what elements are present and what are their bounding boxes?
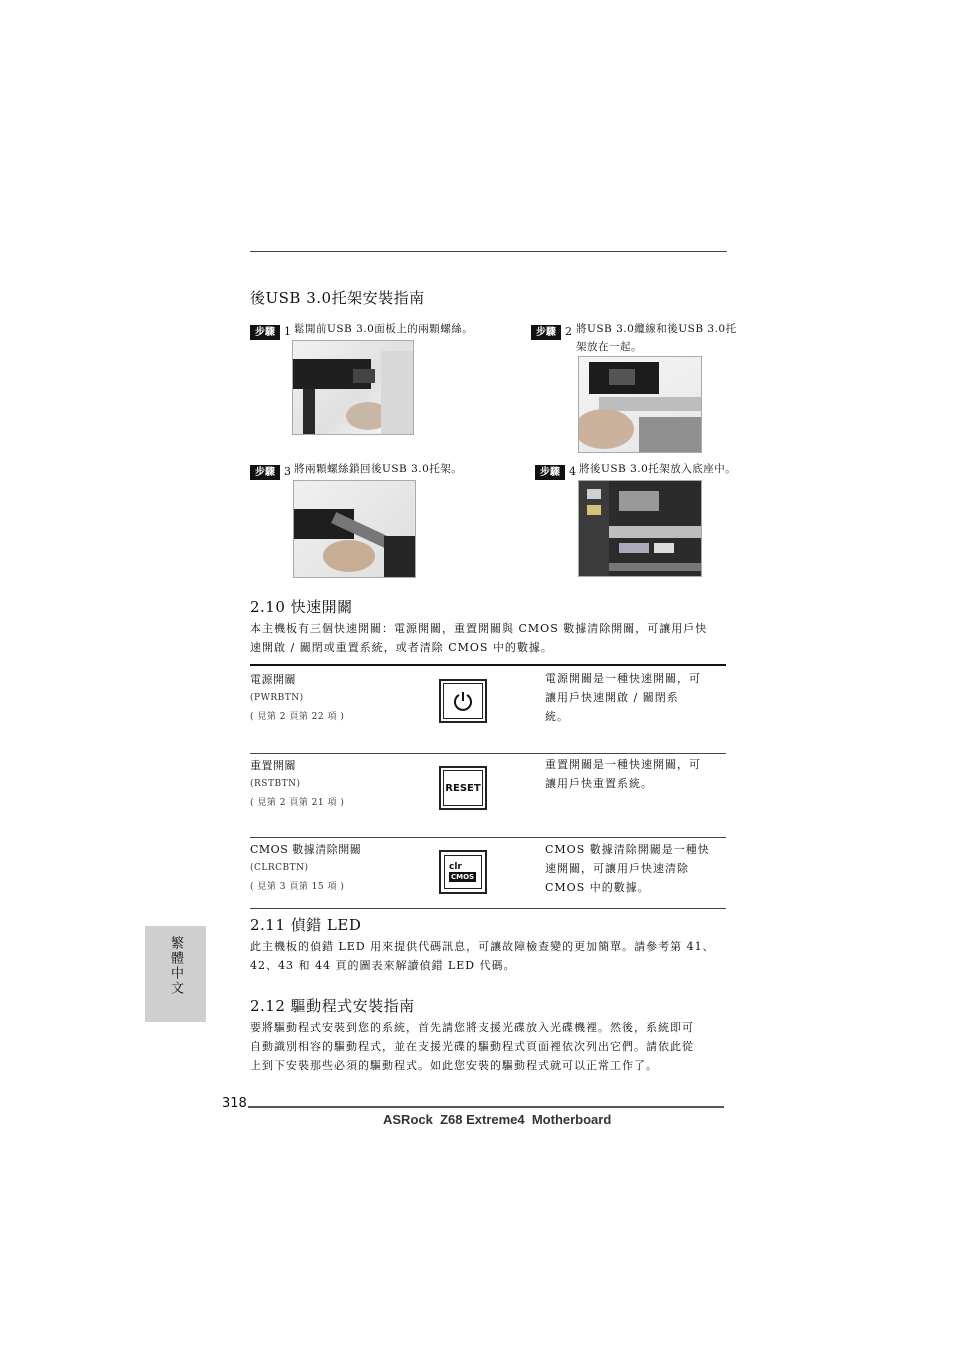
- footer-rule: [248, 1106, 724, 1108]
- step-1-photo: [292, 340, 414, 435]
- page-number: 318: [222, 1096, 247, 1111]
- section-212-paragraph: 要將驅動程式安裝到您的系統，首先請您將支援光碟放入光碟機裡。然後，系統即可 自動識別相容的驅動程式，並在支援光碟的驅動程式頁面裡依次列出它們。請依此從 上到下安裝那些必須的驅動程式。如此您安裝的驅動程式就可以正常工作了。: [250, 1021, 694, 1072]
- language-side-tab: 繁體中文: [145, 926, 206, 1022]
- section-210-title: 2.10 快速開關: [250, 598, 353, 616]
- switch-divider-2: [250, 837, 726, 838]
- section-212-title: 2.12 驅動程式安裝指南: [250, 997, 415, 1015]
- step-4-header: 步驟 4: [535, 460, 576, 479]
- section-210-paragraph: 本主機板有三個快速開關：電源開關，重置開關與 CMOS 數據清除開關，可讓用戶快 速開啟 / 關閉或重置系統，或者清除 CMOS 中的數據。: [250, 622, 708, 654]
- power-switch-info: 電源開關 (PWRBTN) ( 見第 2 頁第 22 項 ): [250, 673, 345, 722]
- switch-table-top-rule: [250, 664, 726, 666]
- step-3-header: 步驟 3: [250, 460, 291, 479]
- switch-table-bottom-rule: [250, 908, 726, 909]
- step-2-header: 步驟 2: [531, 320, 572, 339]
- clear-cmos-button-icon: clr CMOS: [439, 850, 487, 894]
- clear-cmos-switch-info: CMOS 數據清除開關 (CLRCBTN) ( 見第 3 頁第 15 項 ): [250, 843, 362, 892]
- usb-section-title: 後USB 3.0托架安裝指南: [250, 289, 425, 307]
- step-3-badge: 步驟: [250, 465, 280, 480]
- switch-divider-1: [250, 753, 726, 754]
- step-2-badge: 步驟: [531, 325, 561, 340]
- reset-switch-info: 重置開關 (RSTBTN) ( 見第 2 頁第 21 項 ): [250, 759, 345, 808]
- step-3-photo: [293, 480, 416, 578]
- step-2-text: 將USB 3.0纜線和後USB 3.0托 架放在一起。: [576, 323, 737, 353]
- step-3-text: 將兩顆螺絲鎖回後USB 3.0托架。: [294, 463, 463, 475]
- power-button-icon: [439, 679, 487, 723]
- reset-button-icon: RESET: [439, 766, 487, 810]
- step-4-badge: 步驟: [535, 465, 565, 480]
- step-4-photo: [578, 480, 702, 577]
- step-1-badge: 步驟: [250, 325, 280, 340]
- step-4-text: 將後USB 3.0托架放入底座中。: [579, 463, 737, 475]
- top-rule: [250, 251, 727, 252]
- reset-switch-description: 重置開關是一種快速開關，可 讓用戶快重置系統。: [545, 758, 701, 790]
- step-1-header: 步驟 1: [250, 320, 291, 339]
- step-1-text: 鬆開前USB 3.0面板上的兩顆螺絲。: [294, 323, 474, 335]
- section-211-title: 2.11 偵錯 LED: [250, 916, 362, 934]
- step-2-photo: [578, 356, 702, 453]
- clear-cmos-switch-description: CMOS 數據清除開關是一種快 速開關，可讓用戶快速清除 CMOS 中的數據。: [545, 843, 710, 894]
- section-211-paragraph: 此主機板的偵錯 LED 用來提供代碼訊息，可讓故障檢查變的更加簡單。請參考第 41、 42、43 和 44 頁的圖表來解讀偵錯 LED 代碼。: [250, 940, 715, 972]
- footer-product-name: ASRock Z68 Extreme4 Motherboard: [383, 1112, 612, 1127]
- power-switch-description: 電源開關是一種快速開關，可 讓用戶快速開啟 / 關閉系 統。: [545, 672, 701, 723]
